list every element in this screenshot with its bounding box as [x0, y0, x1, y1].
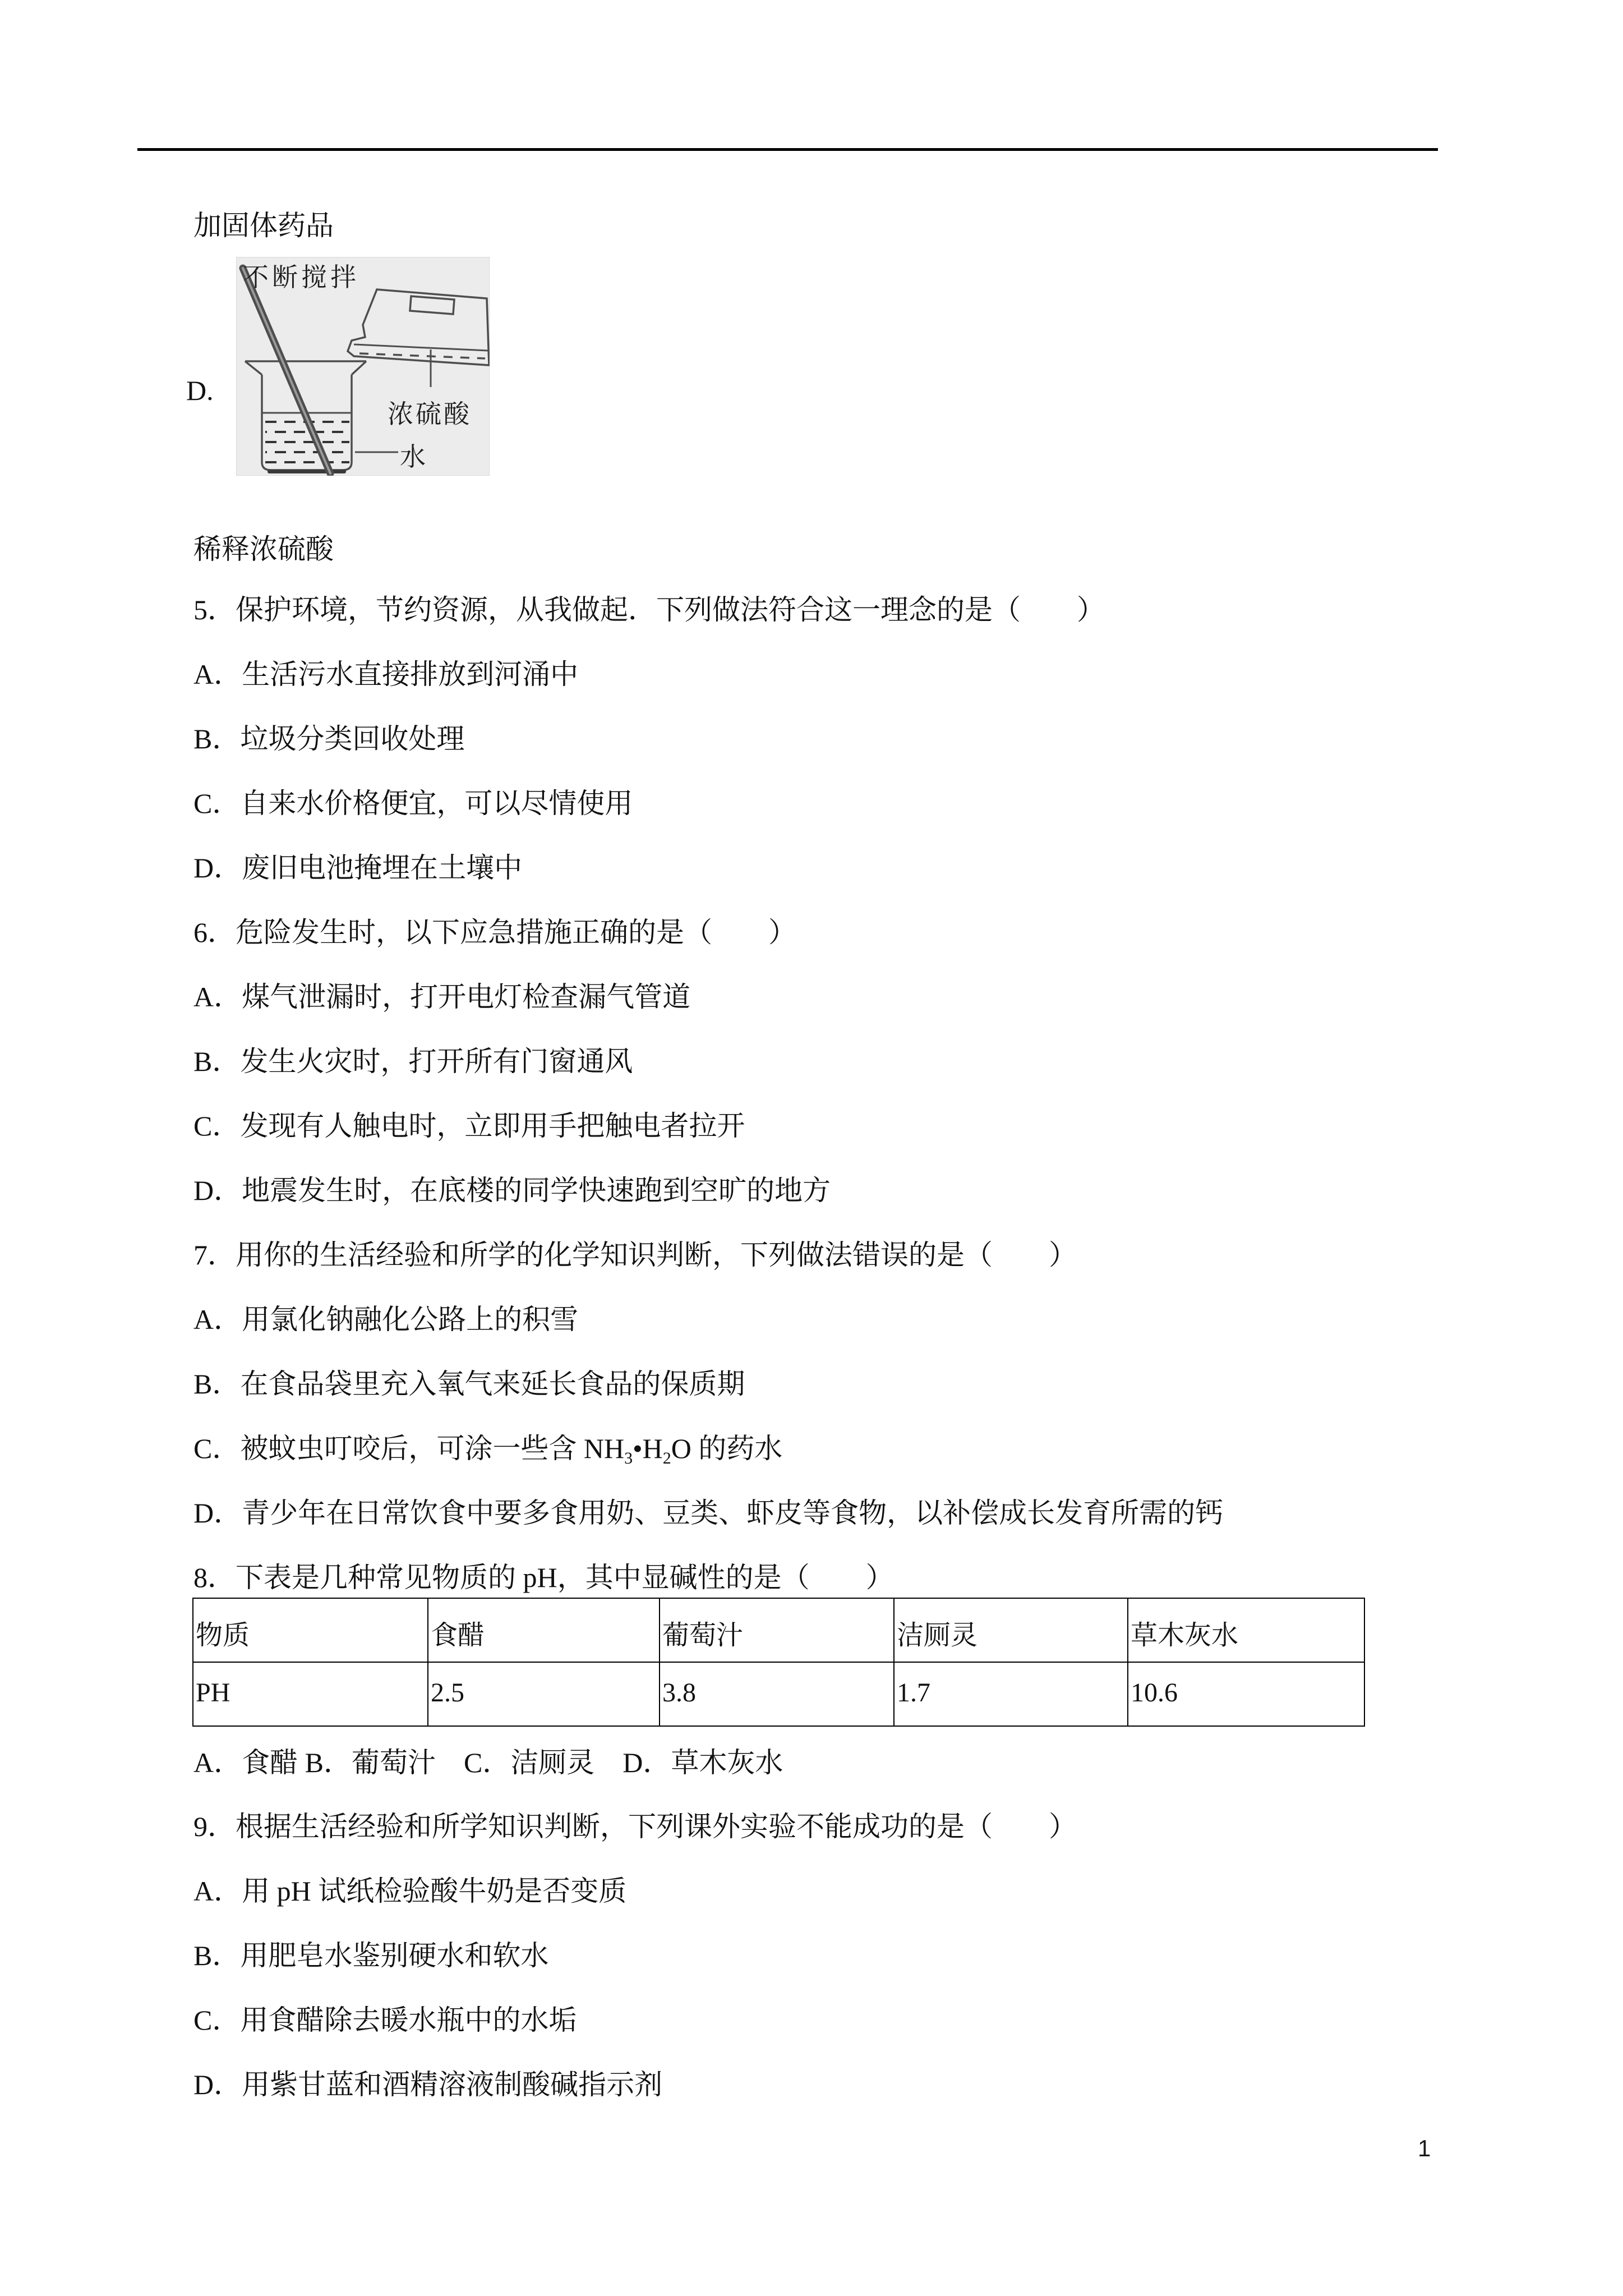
question-7-option-b: B．在食品袋里充入氧气来延长食品的保质期 [193, 1368, 745, 1400]
question-9-option-a: A．用 pH 试纸检验酸牛奶是否变质 [193, 1875, 627, 1907]
ph-table [192, 1598, 1365, 1727]
page-number: 1 [1418, 2135, 1431, 2161]
table-header-cell: 葡萄汁 [660, 1598, 894, 1662]
stir-label: 不断搅拌 [243, 263, 359, 292]
table-cell: 10.6 [1128, 1662, 1364, 1726]
question-5-stem: 5．保护环境，节约资源，从我做起．下列做法符合这一理念的是（ ） [193, 594, 1105, 625]
question-6-option-c: C．发现有人触电时，立即用手把触电者拉开 [193, 1110, 745, 1142]
table-header-cell: 洁厕灵 [894, 1598, 1128, 1662]
question-5-option-c: C．自来水价格便宜，可以尽情使用 [193, 788, 633, 819]
question-6-option-a: A．煤气泄漏时，打开电灯检查漏气管道 [193, 981, 691, 1013]
dilution-figure [236, 257, 490, 476]
question-5-option-d: D．废旧电池掩埋在土壤中 [193, 852, 523, 884]
formula-subscript: 2 [662, 1449, 671, 1467]
question-7-option-a: A．用氯化钠融化公路上的积雪 [193, 1304, 579, 1335]
question-7-stem: 7．用你的生活经验和所学的化学知识判断，下列做法错误的是（ ） [193, 1239, 1077, 1271]
question-6-option-b: B．发生火灾时，打开所有门窗通风 [193, 1046, 633, 1077]
formula-suffix: O 的药水 [671, 1433, 783, 1464]
question-7-option-d: D．青少年在日常饮食中要多食用奶、豆类、虾皮等食物，以补偿成长发育所需的钙 [193, 1497, 1224, 1529]
formula-middle: •H [633, 1433, 663, 1464]
question-9-stem: 9．根据生活经验和所学知识判断，下列课外实验不能成功的是（ ） [193, 1811, 1077, 1842]
table-cell: 2.5 [428, 1662, 660, 1726]
question-8-options-inline: A．食醋 B．葡萄汁 C．洁厕灵 D．草木灰水 [193, 1747, 783, 1778]
table-header-cell: 食醋 [428, 1598, 660, 1662]
question-5-option-b: B．垃圾分类回收处理 [193, 723, 465, 754]
table-header-cell: 草木灰水 [1128, 1598, 1364, 1662]
table-cell: 1.7 [894, 1662, 1128, 1726]
header-rule [137, 148, 1438, 151]
table-cell: PH [193, 1662, 428, 1726]
question-9-option-b: B．用肥皂水鉴别硬水和软水 [193, 1940, 549, 1971]
table-row [193, 1662, 1364, 1726]
question-6-option-d: D．地震发生时，在底楼的同学快速跑到空旷的地方 [193, 1175, 831, 1206]
question-9-option-c: C．用食醋除去暖水瓶中的水垢 [193, 2004, 577, 2036]
question-5-option-a: A．生活污水直接排放到河涌中 [193, 659, 579, 690]
question-9-option-d: D．用紫甘蓝和酒精溶液制酸碱指示剂 [193, 2069, 663, 2100]
table-cell: 3.8 [660, 1662, 894, 1726]
question-6-stem: 6．危险发生时，以下应急措施正确的是（ ） [193, 917, 796, 948]
question-7-option-c [193, 1433, 782, 1465]
leftover-caption: 加固体药品 [193, 210, 334, 241]
formula-subscript: 3 [624, 1449, 633, 1467]
question-8-stem: 8．下表是几种常见物质的 pH，其中显碱性的是（ ） [193, 1562, 894, 1593]
formula-prefix: C．被蚊虫叮咬后，可涂一些含 NH [193, 1433, 625, 1464]
figure-caption: 稀释浓硫酸 [193, 533, 334, 565]
acid-label: 浓硫酸 [388, 400, 472, 429]
table-header-cell: 物质 [193, 1598, 428, 1662]
table-header-row [193, 1598, 1364, 1662]
water-label: 水 [400, 443, 426, 471]
option-d-label: D. [186, 375, 214, 406]
beaker-base-shadow [268, 470, 346, 473]
